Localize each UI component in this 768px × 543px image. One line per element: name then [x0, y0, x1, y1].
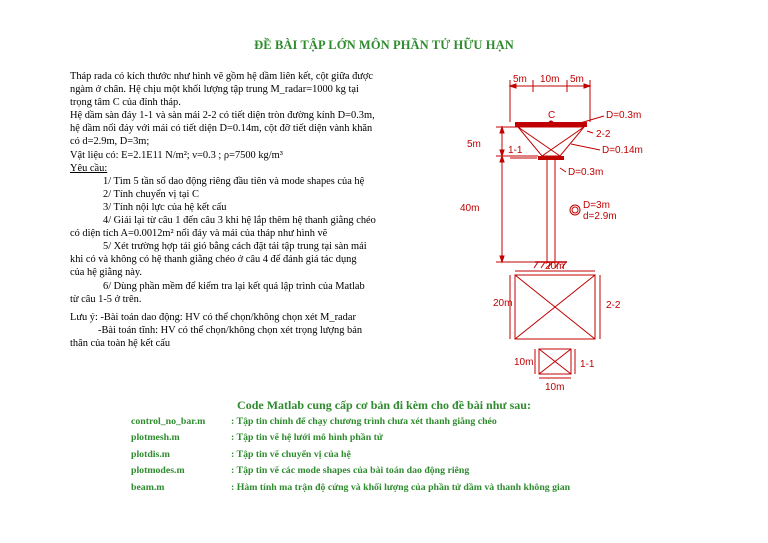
requirement-5-cont: khi có và không có hệ thanh giằng chéo ở câu 4 để đánh giá tác dụng: [70, 254, 357, 266]
code-file-row: [131, 447, 570, 463]
code-file-list: [131, 414, 570, 496]
small-11-label: 1-1: [580, 359, 595, 370]
dim-5m-right: 5m: [570, 74, 584, 85]
page-title: ĐỀ BÀI TẬP LỚN MÔN PHẦN TỬ HỮU HẠN: [254, 38, 514, 52]
code-file-row: [131, 463, 570, 479]
intro-line: có d=2.9m, D=3m;: [70, 136, 150, 148]
intro-line: trọng tâm C của đỉnh tháp.: [70, 97, 181, 109]
requirement-6-cont: từ câu 1-5 ở trên.: [70, 293, 142, 305]
plan-top-20m: 20m: [545, 261, 565, 272]
ring-d-label: d=2.9m: [583, 211, 617, 222]
code-file-desc: : Tập tin chính để chạy chương trình chưa xét thanh giằng chéo: [231, 416, 497, 427]
requirement-4: 4/ Giải lại từ câu 1 đến câu 3 khi hệ lắp thêm hệ thanh giằng chéo: [103, 215, 376, 227]
section-22-label: 2-2: [596, 129, 611, 140]
code-file-name: plotdis.m: [131, 448, 170, 460]
height-40m-label: 40m: [460, 203, 480, 214]
requirement-1: 1/ Tìm 5 tần số dao động riêng đầu tiên và mode shapes của hệ: [103, 175, 365, 187]
small-10m-left: 10m: [514, 357, 534, 368]
plan-22-label: 2-2: [606, 300, 621, 311]
intro-line: ngàm ở chân. Hệ chịu một khối lượng tập trung M_radar=1000 kg tại: [70, 84, 359, 96]
note-line: Lưu ý: -Bài toán dao động: HV có thể chọn/không chọn xét M_radar: [70, 311, 356, 323]
d-mid-label: D=0.14m: [602, 145, 643, 156]
code-file-desc: : Tập tin vẽ các mode shapes của bài toán dao động riêng: [231, 465, 470, 477]
small-10m-bottom: 10m: [545, 382, 565, 393]
code-file-name: plotmodes.m: [131, 465, 185, 477]
d-bottom-label: D=0.3m: [568, 167, 604, 178]
code-file-desc: : Tập tin vẽ hệ lưới mô hình phần tử: [231, 432, 383, 444]
material-line: Vật liệu có: E=2.1E11 N/m²; ν=0.3 ; ρ=7500 kg/m³: [70, 149, 283, 161]
code-file-name: beam.m: [131, 481, 165, 493]
requirement-6: 6/ Dùng phần mềm để kiểm tra lại kết quả lập trình của Matlab: [103, 280, 365, 292]
dim-10m: 10m: [540, 74, 560, 85]
intro-line: hệ dầm nối đáy với mái có tiết diện D=0.14m, cột đỡ tiết diện vành khăn: [70, 123, 373, 135]
requirements-label: Yêu cầu:: [70, 162, 108, 174]
code-file-name: plotmesh.m: [131, 432, 180, 444]
intro-line: Tháp rada có kích thước như hình vẽ gồm hệ dầm liên kết, cột giữa được: [70, 71, 374, 82]
height-5m-label: 5m: [467, 139, 481, 150]
code-section-title: Code Matlab cung cấp cơ bản đi kèm cho đề bài như sau:: [237, 398, 531, 412]
code-file-desc: : Tập tin vẽ chuyển vị của hệ: [231, 448, 351, 460]
code-file-row: [131, 480, 570, 496]
code-file-desc: : Hàm tính ma trận độ cứng và khối lượng của phần tử dầm và thanh không gian: [231, 481, 571, 493]
requirement-2: 2/ Tính chuyển vị tại C: [103, 188, 199, 200]
code-file-row: [131, 430, 570, 446]
dim-5m-left: 5m: [513, 74, 527, 85]
intro-line: Hệ dầm sàn đáy 1-1 và sàn mái 2-2 có tiết diện tròn đường kính D=0.3m,: [70, 110, 375, 122]
c-point-label: C: [548, 110, 556, 121]
requirement-4-cont: có diện tích A=0.0012m² nối đáy và mái của tháp như hình vẽ: [70, 228, 328, 240]
requirement-5: 5/ Xét trường hợp tải gió bằng cách đặt tải tập trung tại sàn mái: [103, 241, 367, 253]
d-top-label: D=0.3m: [606, 110, 642, 121]
section-11-label: 1-1: [508, 145, 523, 156]
requirement-3: 3/ Tính nội lực của hệ kết cấu: [103, 201, 227, 213]
note-line: -Bài toán tĩnh: HV có thể chọn/không chọn xét trọng lượng bản: [98, 324, 363, 336]
plan-left-20m: 20m: [493, 298, 513, 309]
code-file-name: control_no_bar.m: [131, 416, 206, 427]
code-file-row: [131, 414, 570, 430]
ring-D-label: D=3m: [583, 200, 610, 211]
requirement-5-cont: của hệ giằng này.: [70, 267, 143, 279]
note-line: thân của toàn hệ kết cấu: [70, 337, 171, 349]
